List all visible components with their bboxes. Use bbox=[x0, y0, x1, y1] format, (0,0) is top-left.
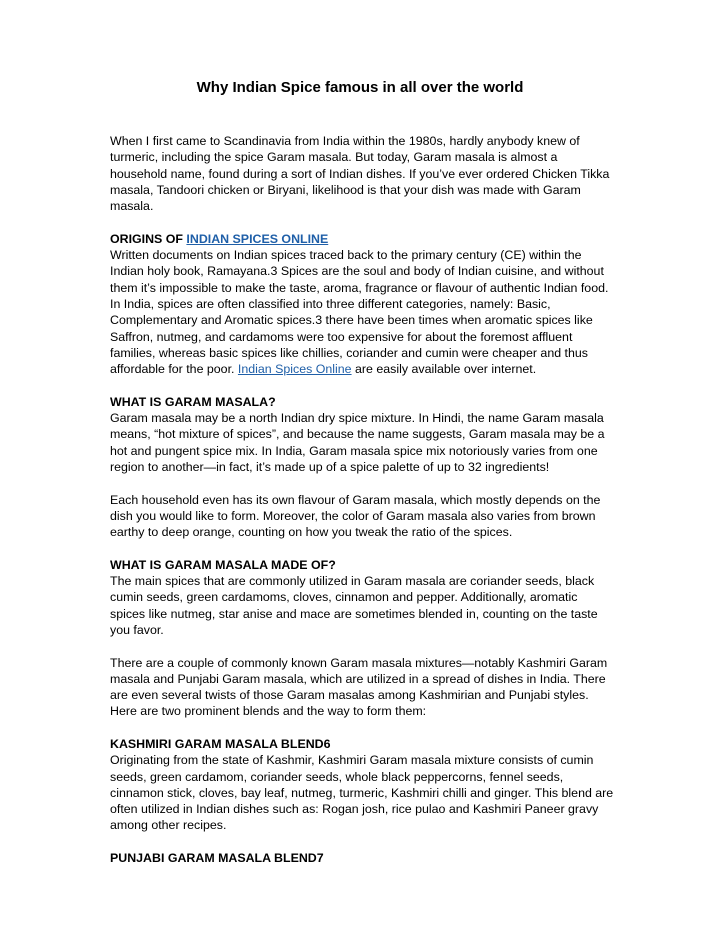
made-of-heading: WHAT IS GARAM MASALA MADE OF? bbox=[110, 557, 336, 572]
document-title: Why Indian Spice famous in all over the world bbox=[196, 79, 524, 96]
what-is-paragraph: Garam masala may be a north Indian dry spice mixture. In Hindi, the name Garam masala means, “hot mixture of spices”, and because the name suggests, Garam masala may be a hot and pungent spice mix. In India, Garam masala spice mix notoriously varies from one region to another—in fact, it’s made up of a spice palette of up to 32 ingredients! bbox=[110, 411, 605, 474]
kashmiri-section bbox=[110, 736, 615, 834]
origins-section bbox=[110, 231, 615, 247]
intro-paragraph: When I first came to Scandinavia from India within the 1980s, hardly anybody knew of turmeric, including the spice Garam masala. But today, Garam masala is almost a household name, found during a sort of Indian dishes. If you’ve ever ordered Chicken Tikka masala, Tandoori chicken or Biryani, likelihood is that your dish was made with Garam masala. bbox=[110, 134, 610, 214]
document-body bbox=[110, 133, 615, 883]
punjabi-heading: PUNJABI GARAM MASALA BLEND7 bbox=[110, 851, 324, 866]
origins-body-text: Written documents on Indian spices traced back to the primary century (CE) within the Indian holy book, Ramayana.3 Spices are the soul and body of Indian cuisine, and without them it’s impossible to make the taste, aroma, fragrance or flavour of authentic Indian food. In India, spices are often classified into three different categories, namely: Basic, Complementary and Aromatic spices.3 there have been times when aromatic spices like Saffron, nutmeg, and cardamoms were too expensive for about the foremost affluent families, whereas basic spices like chillies, coriander and cumin were cheaper and thus affordable for the poor. bbox=[110, 248, 609, 377]
what-is-heading: WHAT IS GARAM MASALA? bbox=[110, 394, 276, 409]
kashmiri-paragraph: Originating from the state of Kashmir, Kashmiri Garam masala mixture consists of cumin seeds, green cardamom, coriander seeds, whole black peppercorns, fennel seeds, cinnamon stick, cloves, bay leaf, nutmeg, turmeric, Kashmiri chilli and ginger. This blend are often utilized in Indian dishes such as: Rogan josh, rice pulao and Kashmiri Paneer gravy among other recipes. bbox=[110, 753, 614, 833]
punjabi-section bbox=[110, 850, 615, 866]
made-of-paragraph-2: There are a couple of commonly known Garam masala mixtures—notably Kashmiri Garam masala and Punjabi Garam masala, which are utilized in a spread of dishes in India. There are even several twists of those Garam masalas among Kashmirian and Punjabi styles. Here are two prominent blends and the way to form them: bbox=[110, 655, 608, 719]
made-of-section bbox=[110, 557, 615, 638]
what-is-section bbox=[110, 394, 615, 475]
kashmiri-heading: KASHMIRI GARAM MASALA BLEND6 bbox=[110, 736, 331, 751]
origins-body-suffix: are easily available over internet. bbox=[351, 362, 537, 377]
origins-heading-prefix: ORIGINS OF bbox=[110, 231, 187, 246]
origins-paragraph bbox=[110, 247, 615, 377]
origins-heading bbox=[110, 231, 615, 247]
indian-spices-online-link[interactable]: Indian Spices Online bbox=[237, 362, 352, 377]
indian-spices-online-heading-link[interactable]: INDIAN SPICES ONLINE bbox=[186, 231, 329, 246]
what-is-paragraph-2: Each household even has its own flavour of Garam masala, which mostly depends on the dish you would like to form. Moreover, the color of Garam masala also varies from brown earthy to deep orange, counting on how you tweak the ratio of the spices. bbox=[110, 492, 601, 540]
made-of-paragraph: The main spices that are commonly utilized in Garam masala are coriander seeds, black cumin seeds, green cardamoms, cloves, cinnamon and pepper. Additionally, aromatic spices like nutmeg, star anise and mace are sometimes blended in, counting on the taste you favor. bbox=[110, 574, 598, 637]
